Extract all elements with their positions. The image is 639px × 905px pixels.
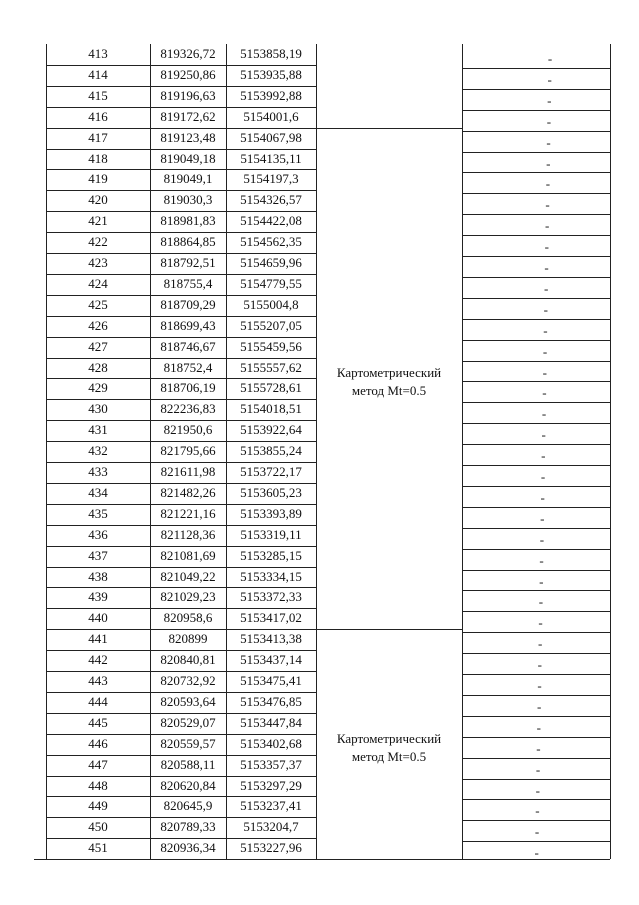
point-number: 442 (88, 652, 108, 668)
row-divider (462, 528, 610, 529)
coordinate-x: 820936,34 (160, 840, 216, 856)
coordinate-y: 5154197,3 (243, 171, 299, 187)
dash-cell: - (544, 260, 549, 275)
coordinate-x: 821128,36 (160, 526, 216, 542)
point-number: 418 (88, 150, 108, 166)
coordinate-y: 5153992,88 (240, 87, 302, 103)
coordinate-x: 818981,83 (160, 213, 216, 229)
row-divider (462, 361, 610, 362)
coordinate-y: 5154001,6 (243, 108, 299, 124)
point-number: 432 (88, 443, 108, 459)
point-number: 439 (88, 589, 108, 605)
dash-cell: - (538, 636, 543, 652)
row-divider (462, 235, 610, 236)
dash-cell: - (546, 113, 552, 129)
row-divider (462, 590, 610, 591)
dash-cell: - (545, 218, 550, 234)
dash-cell: - (540, 489, 545, 505)
coordinate-y: 5154779,55 (240, 275, 302, 291)
coordinate-y: 5153319,11 (240, 526, 302, 542)
point-number: 443 (88, 673, 108, 688)
table-bottom-line (34, 859, 610, 860)
coordinate-y: 5153447,84 (240, 714, 302, 730)
point-number: 445 (88, 714, 108, 730)
row-divider (462, 172, 610, 173)
method-note-line2: метод Mt=0.5 (351, 749, 427, 765)
row-divider (462, 653, 610, 654)
coordinate-y: 5153237,41 (240, 798, 302, 814)
dash-cell: - (538, 615, 543, 631)
dash-cell: - (545, 197, 550, 213)
coordinate-x: 820645,9 (163, 798, 213, 814)
row-divider (462, 716, 610, 717)
dash-cell: - (536, 740, 541, 756)
coordinate-y: 5153722,17 (240, 464, 302, 479)
method-note-line1: Картометрический (336, 365, 442, 381)
method-note-line2: метод Mt=0.5 (351, 383, 427, 399)
row-divider (462, 674, 610, 675)
coordinate-x: 819326,72 (160, 46, 216, 61)
point-number: 437 (88, 547, 108, 563)
coordinate-x: 818755,4 (163, 275, 213, 291)
row-divider (462, 423, 610, 424)
coordinate-x: 819049,1 (163, 171, 213, 187)
method-note (316, 730, 462, 766)
coordinate-y: 5154018,51 (240, 401, 302, 417)
coordinate-y: 5154422,08 (240, 213, 302, 229)
table-vline (610, 44, 611, 859)
point-number: 423 (88, 255, 108, 270)
dash-cell: - (547, 51, 553, 66)
dash-cell: - (534, 845, 539, 861)
coordinate-x: 820559,57 (160, 735, 216, 751)
dash-cell: - (535, 761, 541, 777)
coordinate-x: 821029,23 (160, 589, 216, 605)
coordinate-x: 818864,85 (160, 234, 216, 250)
point-number: 436 (88, 526, 108, 542)
point-number: 448 (88, 777, 108, 793)
coordinate-x: 821221,16 (160, 505, 216, 521)
dash-cell: - (535, 803, 540, 819)
row-divider (462, 799, 610, 800)
dash-cell: - (538, 594, 544, 610)
dash-cell: - (546, 134, 551, 150)
point-number: 424 (88, 275, 108, 291)
dash-cell: - (540, 469, 546, 484)
row-divider (462, 841, 610, 842)
row-divider (462, 131, 610, 132)
dash-cell: - (545, 176, 551, 192)
coordinate-y: 5153417,02 (240, 610, 302, 626)
coordinate-y: 5153357,37 (240, 756, 302, 772)
method-note-line1: Картометрический (336, 731, 442, 747)
row-divider (462, 152, 610, 153)
dash-cell: - (543, 301, 548, 317)
dash-cell: - (542, 343, 548, 359)
coordinate-y: 5153437,14 (240, 652, 302, 668)
row-divider (462, 737, 610, 738)
coordinate-x: 818706,19 (160, 380, 216, 396)
dash-cell: - (537, 678, 542, 693)
coordinate-x: 818746,67 (160, 338, 216, 354)
coordinate-x: 820620,84 (160, 777, 216, 793)
coordinate-y: 5153402,68 (240, 735, 302, 751)
point-number: 450 (88, 819, 108, 835)
point-number: 421 (88, 213, 108, 229)
coordinate-x: 818752,4 (163, 359, 213, 375)
coordinate-x: 821049,22 (160, 568, 216, 584)
group-divider (316, 128, 462, 129)
coordinate-y: 5153297,29 (240, 777, 302, 793)
coordinate-x: 821611,98 (160, 464, 216, 479)
point-number: 431 (88, 422, 108, 438)
row-divider (462, 340, 610, 341)
coordinate-x: 818709,29 (160, 296, 216, 312)
coordinate-x: 818699,43 (160, 317, 216, 333)
coordinate-x: 819250,86 (160, 66, 216, 82)
point-number: 420 (88, 192, 108, 208)
point-number: 416 (88, 108, 108, 124)
coordinate-x: 820593,64 (160, 693, 216, 709)
point-number: 444 (88, 693, 108, 709)
point-number: 425 (88, 296, 108, 312)
coordinate-x: 821950,6 (163, 422, 213, 438)
row-divider (462, 381, 610, 382)
row-divider (462, 444, 610, 445)
row-divider (462, 193, 610, 194)
coordinate-x: 819049,18 (160, 150, 216, 166)
coordinate-y: 5153334,15 (240, 568, 302, 584)
row-divider (462, 507, 610, 508)
dash-cell: - (539, 552, 544, 568)
dash-cell: - (541, 427, 546, 443)
point-number: 441 (88, 631, 108, 647)
coordinate-x: 820529,07 (160, 714, 216, 730)
coordinate-x: 819172,62 (160, 108, 216, 124)
row-divider (462, 110, 610, 111)
coordinate-y: 5153855,24 (240, 443, 302, 459)
dash-cell: - (546, 155, 551, 171)
row-divider (462, 758, 610, 759)
coordinate-y: 5153475,41 (240, 673, 302, 688)
coordinate-x: 818792,51 (160, 255, 216, 270)
row-divider (462, 820, 610, 821)
point-number: 451 (88, 840, 108, 856)
dash-cell: - (534, 824, 540, 840)
point-number: 446 (88, 735, 108, 751)
coordinate-x: 819196,63 (160, 87, 216, 103)
dash-cell: - (542, 385, 547, 401)
coordinate-y: 5155557,62 (240, 359, 302, 375)
row-divider (462, 632, 610, 633)
point-number: 417 (88, 129, 108, 145)
coordinate-y: 5153413,38 (240, 631, 302, 647)
row-divider (462, 611, 610, 612)
dash-cell: - (539, 531, 545, 547)
dash-cell: - (544, 239, 550, 255)
coordinate-x: 820899 (168, 631, 208, 647)
coordinate-y: 5153935,88 (240, 66, 302, 82)
dash-cell: - (541, 406, 547, 422)
coordinate-y: 5153227,96 (240, 840, 302, 856)
point-number: 427 (88, 338, 108, 354)
coordinate-x: 819123,48 (160, 129, 216, 145)
point-number: 413 (88, 46, 108, 61)
coordinate-x: 820732,92 (160, 673, 216, 688)
coordinate-x: 822236,83 (160, 401, 216, 417)
coordinate-y: 5153372,33 (240, 589, 302, 605)
row-divider (462, 695, 610, 696)
coordinate-x: 820840,81 (160, 652, 216, 668)
dash-cell: - (543, 322, 548, 338)
point-number: 440 (88, 610, 108, 626)
row-divider (462, 402, 610, 403)
row-divider (462, 256, 610, 257)
row-divider (462, 570, 610, 571)
coordinate-x: 821081,69 (160, 547, 216, 563)
row-divider (462, 68, 610, 69)
coordinate-y: 5154067,98 (240, 129, 302, 145)
coordinate-y: 5155004,8 (243, 296, 299, 312)
coordinate-x: 821482,26 (160, 484, 216, 500)
row-divider (462, 549, 610, 550)
dash-cell: - (536, 719, 541, 735)
coordinate-y: 5154135,11 (240, 150, 302, 166)
point-number: 449 (88, 798, 108, 814)
dash-cell: - (543, 280, 549, 296)
point-number: 429 (88, 380, 108, 396)
point-number: 435 (88, 505, 108, 521)
coordinate-x: 819030,3 (163, 192, 213, 208)
point-number: 438 (88, 568, 108, 584)
coordinate-x: 821795,66 (160, 443, 216, 459)
row-divider (462, 277, 610, 278)
method-note (316, 364, 462, 400)
coordinate-y: 5153922,64 (240, 422, 302, 438)
coordinate-y: 5155459,56 (240, 338, 302, 354)
coordinate-y: 5153476,85 (240, 693, 302, 709)
coordinate-y: 5153858,19 (240, 46, 302, 61)
coordinate-y: 5155207,05 (240, 317, 302, 333)
row-divider (462, 319, 610, 320)
point-number: 426 (88, 317, 108, 333)
point-number: 447 (88, 756, 108, 772)
coordinate-x: 820588,11 (160, 756, 216, 772)
dash-cell: - (537, 657, 543, 673)
row-divider (462, 779, 610, 780)
row-divider (462, 214, 610, 215)
group-divider (316, 629, 462, 630)
dash-cell: - (539, 573, 544, 589)
row-divider (462, 89, 610, 90)
dash-cell: - (540, 510, 545, 526)
coordinate-y: 5153204,7 (243, 819, 299, 835)
coordinate-x: 820789,33 (160, 819, 216, 835)
dash-cell: - (536, 698, 542, 714)
point-number: 430 (88, 401, 108, 417)
point-number: 434 (88, 484, 108, 500)
coordinate-y: 5154562,35 (240, 234, 302, 250)
coordinate-y: 5153605,23 (240, 484, 302, 500)
point-number: 414 (88, 66, 108, 82)
point-number: 433 (88, 464, 108, 479)
dash-cell: - (541, 448, 546, 464)
point-number: 419 (88, 171, 108, 187)
point-number: 422 (88, 234, 108, 250)
row-divider (462, 486, 610, 487)
row-divider (462, 298, 610, 299)
dash-cell: - (547, 92, 552, 108)
coordinate-y: 5154659,96 (240, 255, 302, 270)
coordinate-x: 820958,6 (163, 610, 213, 626)
coordinate-y: 5154326,57 (240, 192, 302, 208)
point-number: 415 (88, 87, 108, 103)
row-divider (462, 465, 610, 466)
coordinate-y: 5153285,15 (240, 547, 302, 563)
coordinate-y: 5153393,89 (240, 505, 302, 521)
point-number: 428 (88, 359, 108, 375)
dash-cell: - (547, 71, 552, 87)
dash-cell: - (542, 364, 547, 380)
coordinate-y: 5155728,61 (240, 380, 302, 396)
dash-cell: - (535, 782, 540, 798)
